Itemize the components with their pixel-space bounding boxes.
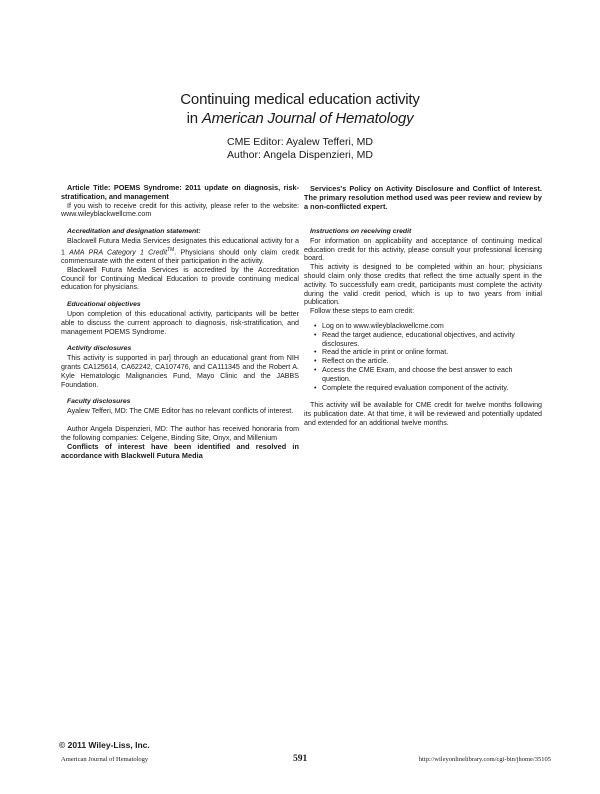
instructions-paragraph-2: This activity is designed to be completed within an hour; physicians should claim only those credits that reflect the time actually spent in the activity. To successfully earn credit, participants must complete the activity during the valid credit period, which is up to two years from initial publication. bbox=[304, 263, 542, 307]
instructions-paragraph-3: Follow these steps to earn credit: bbox=[310, 307, 415, 316]
footer-journal: American Journal of Hematology bbox=[61, 756, 149, 763]
article-title: Article Title: POEMS Syndrome: 2011 update on diagnosis, risk-stratification, and management bbox=[61, 183, 299, 201]
journal-name: American Journal of Hematology bbox=[201, 110, 414, 127]
left-column bbox=[61, 184, 299, 460]
right-column bbox=[304, 184, 542, 428]
availability-text: This activity will be available for CME credit for twelve months following its publication date. At that time, it will be reviewed and potentially updated and extended for an additional twelve months. bbox=[304, 401, 542, 427]
page-title: Continuing medical education activity bbox=[180, 91, 420, 108]
faculty-text-1: Ayalew Tefferi, MD: The CME Editor has no relevant conflicts of interest. bbox=[67, 407, 294, 416]
accreditation-paragraph-1: Blackwell Futura Media Services designates this educational activity for a 1 AMA PRA Category 1 Credit™. Physicians should only claim credit commensurate with the extent of their participation in the activity. bbox=[61, 236, 300, 265]
instructions-paragraph-1: For information on applicability and acceptance of continuing medical education credit for this activity, please consult your professional licensing board. bbox=[304, 236, 542, 263]
accreditation-paragraph-2: Blackwell Futura Media Services is accredited by the Accreditation Council for Continuing Medical Education to provide continuing medical education for physicians. bbox=[61, 265, 299, 292]
page-number: 591 bbox=[293, 754, 308, 764]
instructions-heading: Instructions on receiving credit bbox=[310, 228, 412, 235]
list-item: • Reflect on the article. bbox=[314, 357, 542, 366]
accreditation-heading: Accreditation and designation statement: bbox=[67, 228, 201, 236]
editor-block bbox=[0, 136, 600, 162]
credit-steps-list bbox=[304, 322, 542, 392]
credit-intro: If you wish to receive credit for this activity, please refer to the website: www.wileyblackwellcme.com bbox=[61, 201, 299, 219]
list-item: • Read the article in print or online format. bbox=[314, 348, 542, 357]
list-item: • Complete the required evaluation component of the activity. bbox=[314, 384, 542, 393]
page-footer bbox=[61, 755, 551, 767]
activity-text: This activity is supported in par] through an educational grant from NIH grants CA125614, CA62242, CA107476, and CA111345 and the Robert A. Kyle Hematologic Malignancies Fund, Mayo Clinic and the JABBS Foundation. bbox=[61, 354, 299, 389]
objectives-text: Upon completion of this educational activity, participants will be better able to discuss the current approach to diagnosis, risk-stratification, and management POEMS Syndrome. bbox=[61, 309, 299, 336]
conflicts-text: Conflicts of interest have been identified and resolved in accordance with Blackwell Futura Media bbox=[61, 442, 299, 461]
page-subtitle: in American Journal of Hematology bbox=[186, 110, 414, 127]
activity-heading: Activity disclosures bbox=[67, 345, 132, 353]
faculty-text-2: Author Angela Dispenzieri, MD: The author has received honoraria from the following companies: Celgene, Binding Site, Onyx, and Millenium bbox=[61, 424, 299, 442]
list-item: • Read the target audience, educational objectives, and activity disclosures. bbox=[314, 331, 542, 349]
faculty-heading: Faculty disclosures bbox=[67, 398, 131, 406]
author: Author: Angela Dispenzieri, MD bbox=[227, 149, 373, 161]
list-item: • Log on to www.wileyblackwellcme.com bbox=[314, 322, 542, 331]
list-item: • Access the CME Exam, and choose the best answer to each question. bbox=[314, 366, 542, 384]
cme-editor: CME Editor: Ayalew Tefferi, MD bbox=[227, 136, 373, 148]
page-header bbox=[0, 90, 600, 162]
conflicts-continued: Services's Policy on Activity Disclosure and Conflict of Interest. The primary resolution method used was peer review and review by a non-conflicted expert. bbox=[304, 184, 542, 211]
copyright: © 2011 Wiley-Liss, Inc. bbox=[59, 740, 150, 750]
footer-url: http://wileyonlinelibrary.com/cgi-bin/jhome/35105 bbox=[418, 756, 551, 763]
objectives-heading: Educational objectives bbox=[67, 301, 141, 309]
